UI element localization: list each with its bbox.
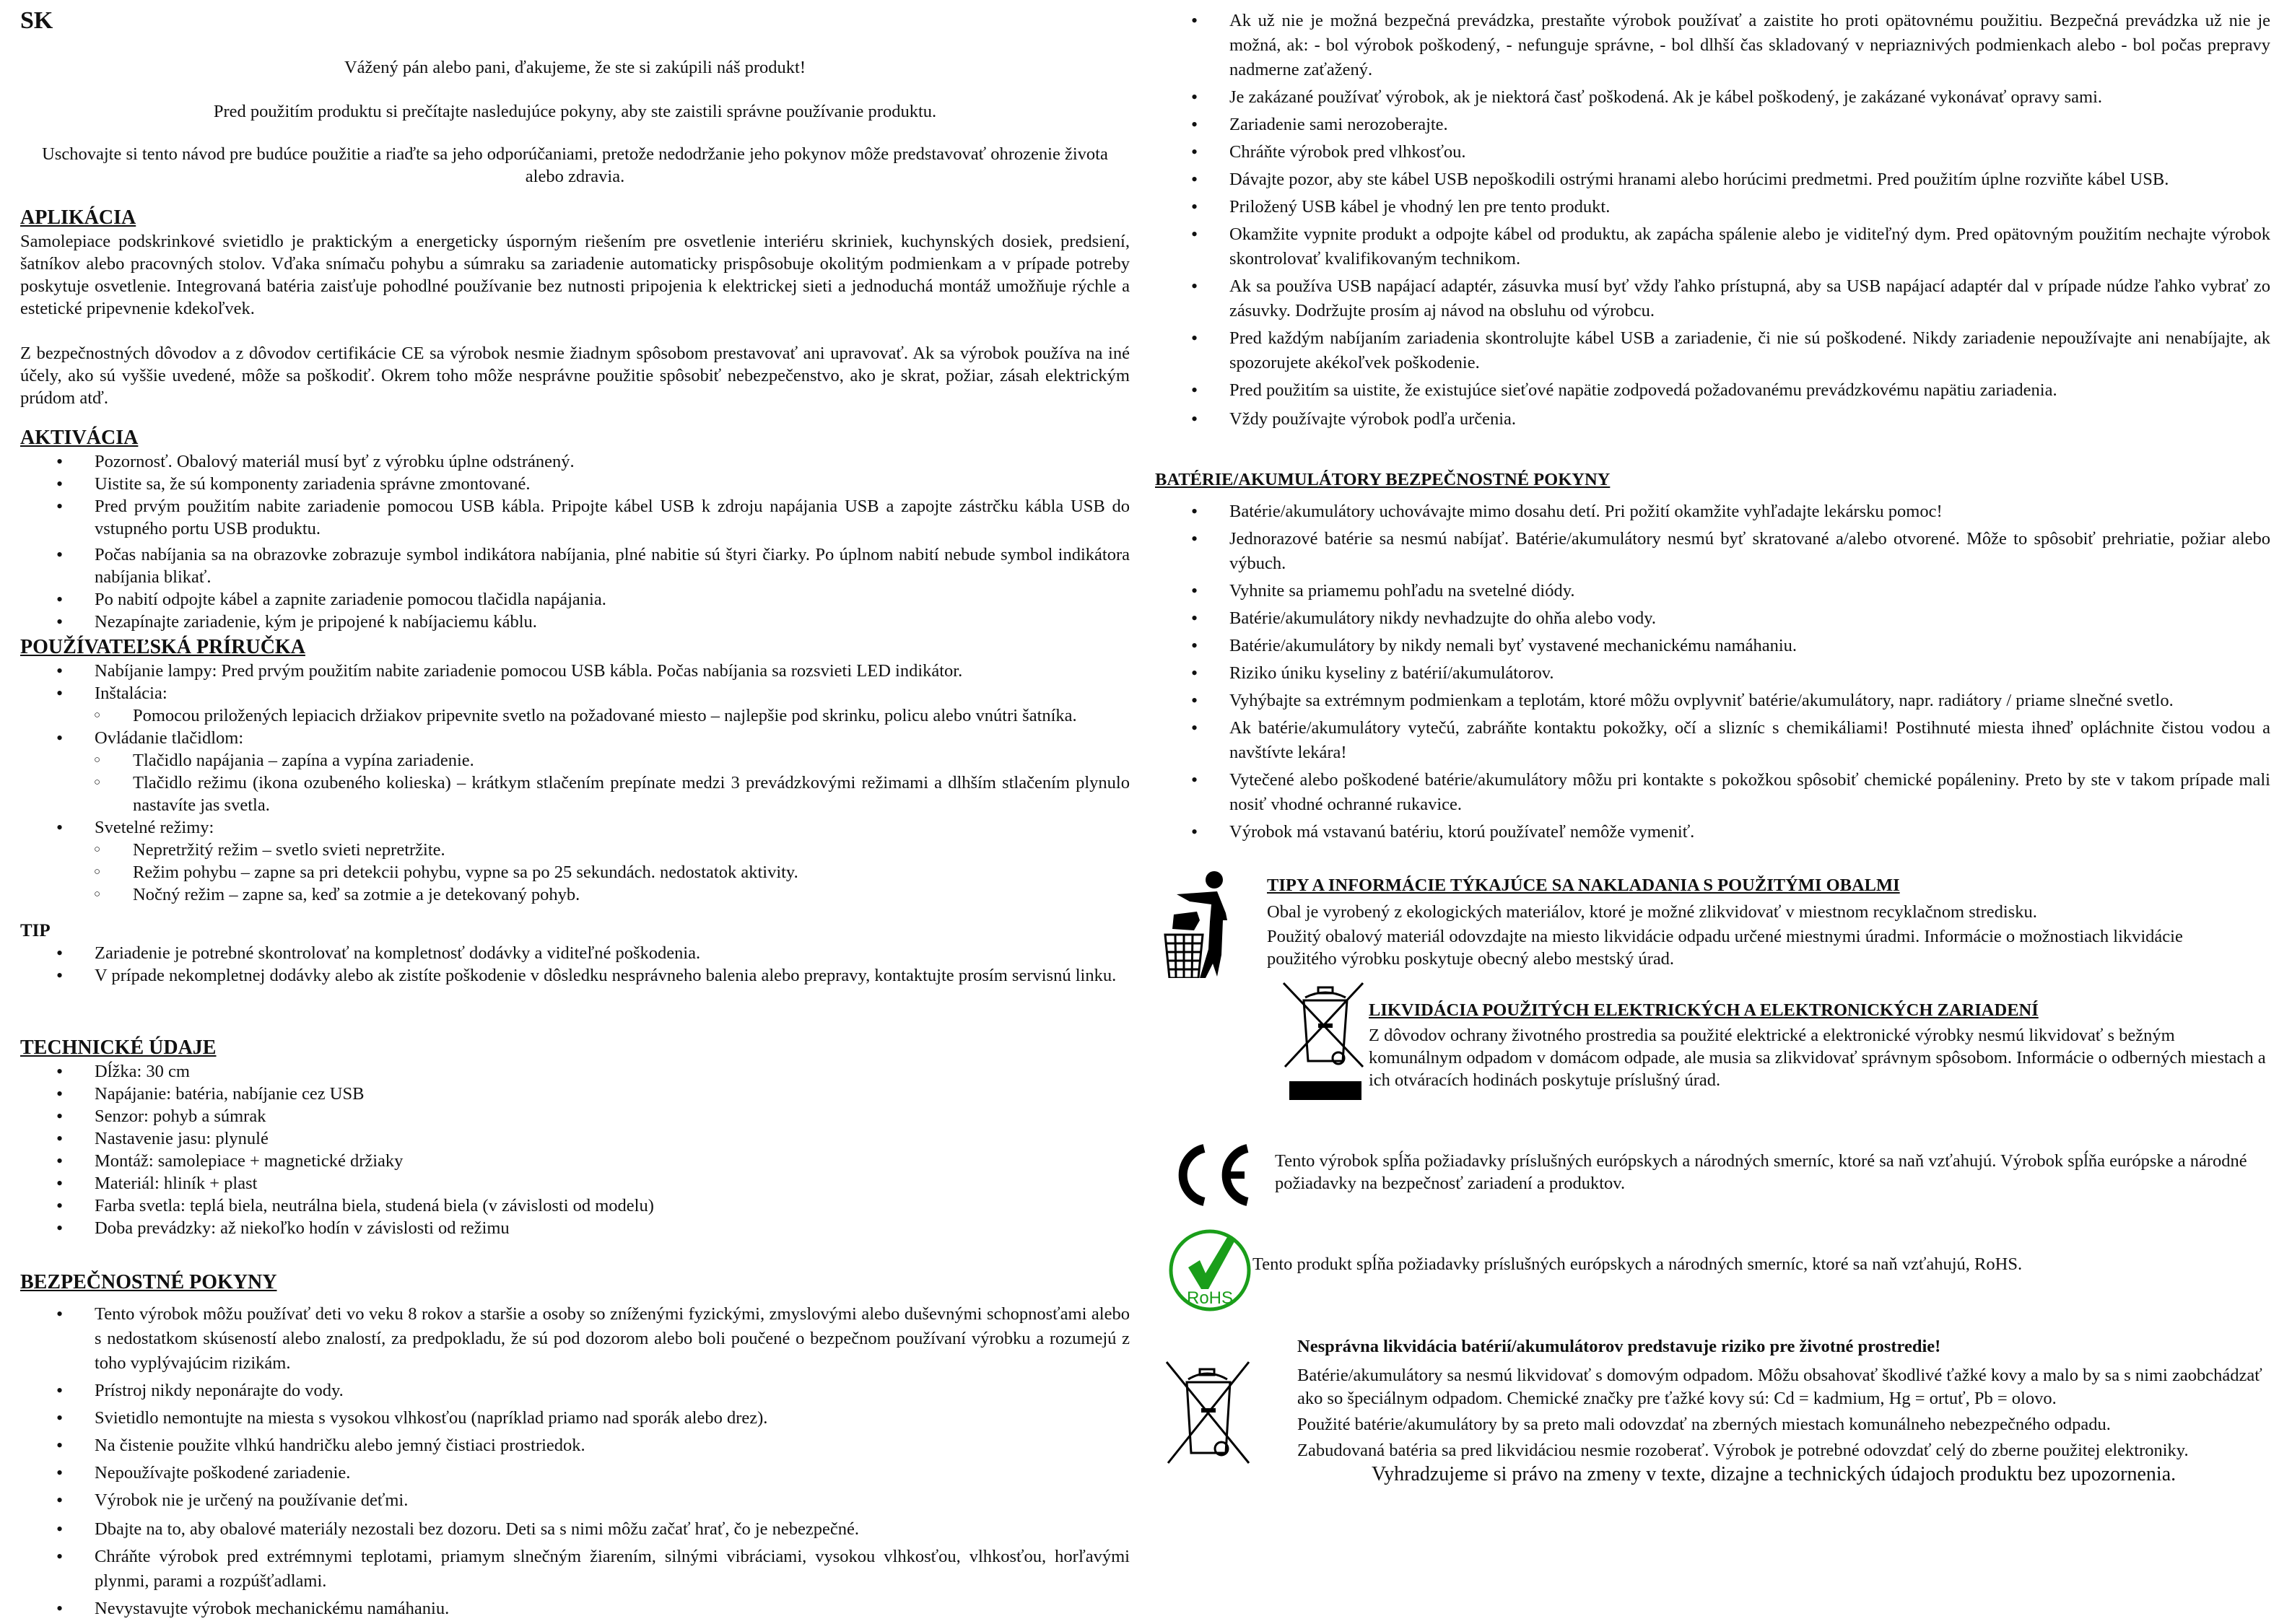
- list-item: • Dbajte na to, aby obalové materiály nezostali bez dozoru. Deti sa s nimi môžu začať hrať, čo je nebezpečné.: [20, 1517, 1130, 1542]
- list-item: • Tento výrobok môžu používať deti vo veku 8 rokov a staršie a osoby so zníženými fyzickými, zmyslovými alebo duševnými schopnosťami alebo s nedostatkom skúseností alebo znalostí, za predpokladu, že sú pod dozorom alebo boli poučené o bezpečnom používaní výrobku a rozumejú z toho vyplývajúcim rizikám.: [20, 1302, 1130, 1376]
- spec-item: • Materiál: hliník + plast: [20, 1172, 1130, 1195]
- section-bezpecnostne: [20, 1270, 1130, 1624]
- technicke-list: [20, 1060, 1130, 1239]
- tidy-man-trash-icon: [1161, 870, 1240, 978]
- list-item: • Pred každým nabíjaním zariadenia skontrolujte kábel USB a zariadenie, či nie sú poškodené. Nikdy zariadenie nepoužívajte ani nenabíjajte, ak spozorujete akékoľvek poškodenie.: [1155, 326, 2270, 375]
- obaly-paragraph-1: Obal je vyrobený z ekologických materiálov, ktoré je možné zlikvidovať v miestnom recyklačnom stredisku.: [1267, 902, 2037, 922]
- modes-label: Svetelné režimy:: [95, 818, 214, 837]
- battery-disposal-paragraph-1: Batérie/akumulátory sa nesmú likvidovať s domovým odpadom. Môžu obsahovať škodlivé ťažké kovy a malo by sa s nimi zaobchádzať ako so špeciálnym odpadom. Chemické značky pre ťažké kovy sú: Cd = kadmium, Hg = ortuť, Pb = olovo.: [1297, 1366, 2262, 1408]
- control-label: Ovládanie tlačidlom:: [95, 728, 244, 748]
- list-item: • Riziko úniku kyseliny z batérií/akumulátorov.: [1155, 661, 2270, 686]
- bezpecnostne-continued: [1155, 9, 2270, 435]
- rohs-check-icon: [1168, 1228, 1252, 1312]
- battery-disposal-paragraph-2: Použité batérie/akumulátory by sa preto mali odovzdať na zberných miestach komunálneho nebezpečného odpadu.: [1297, 1415, 2111, 1434]
- list-item: • Počas nabíjania sa na obrazovke zobrazuje symbol indikátora nabíjania, plné nabitie sú štyri čiarky. Po úplnom nabití nebude symbol indikátora nabíjania blikať.: [20, 543, 1130, 588]
- list-item: • Po nabití odpojte kábel a zapnite zariadenie pomocou tlačidla napájania.: [20, 588, 1130, 611]
- spec-item: • Farba svetla: teplá biela, neutrálna biela, studená biela (v závislosti od modelu): [20, 1195, 1130, 1217]
- prirucka-list-modes: [20, 816, 1130, 839]
- list-item: • Pred prvým použitím nabite zariadenie pomocou USB kábla. Pripojte kábel USB k zdroju napájania USB a zapojte zástrčku kábla USB do vstupného portu USB produktu.: [20, 495, 1130, 540]
- obaly-paragraph-2: Použitý obalový materiál odovzdajte na miesto likvidácie odpadu určené miestnymi úradmi. Informácie o možnostiach likvidácie použitého výrobku poskytuje obecný alebo mestský úrad.: [1267, 927, 2183, 969]
- aktivacia-list: [20, 450, 1130, 633]
- list-item: • Svietidlo nemontujte na miesta s vysokou vlhkosťou (napríklad priamo nad sporák alebo drez).: [20, 1406, 1130, 1431]
- intro-keep-manual: Uschovajte si tento návod pre budúce použitie a riaďte sa jeho odporúčaniami, pretože nedodržanie jeho pokynov môže predstavovať ohrozenie života alebo zdravia.: [42, 144, 1108, 186]
- baterie-title: BATÉRIE/AKUMULÁTORY BEZPEČNOSTNÉ POKYNY: [1155, 470, 1611, 489]
- install-sublist: [20, 704, 1130, 727]
- list-item: • Priložený USB kábel je vhodný len pre tento produkt.: [1155, 195, 2270, 219]
- bezpecnostne-list-left: [20, 1302, 1130, 1621]
- spec-item: • Napájanie: batéria, nabíjanie cez USB: [20, 1083, 1130, 1105]
- aplikacia-paragraph-2: Z bezpečnostných dôvodov a z dôvodov certifikácie CE sa výrobok nesmie žiadnym spôsobom prestavovať ani upravovať. Ak sa výrobok používa na iné účely, ako sú vyššie uvedené, môže sa poškodiť. Okrem toho môže nesprávne použitie spôsobiť nebezpečenstvo, ako je skrat, požiar, zásah elektrickým prúdom atď.: [20, 344, 1130, 408]
- list-item: [20, 727, 1130, 749]
- section-aktivacia: [20, 426, 1130, 633]
- list-item: • Dávajte pozor, aby ste kábel USB nepoškodili ostrými hranami alebo horúcimi predmetmi. Pred použitím úplne rozviňte kábel USB.: [1155, 167, 2270, 192]
- tip-list: [20, 942, 1130, 987]
- list-item: • Pozornosť. Obalový materiál musí byť z výrobku úplne odstránený.: [20, 450, 1130, 473]
- crossed-bin-icon: [1282, 982, 1369, 1104]
- list-item: • Nezapínajte zariadenie, kým je pripojené k nabíjaciemu káblu.: [20, 611, 1130, 633]
- list-item: • Vyhnite sa priamemu pohľadu na svetelné diódy.: [1155, 579, 2270, 603]
- tip-title: TIP: [20, 921, 51, 940]
- sub-list-item: ○ Nepretržitý režim – svetlo svieti nepretržite.: [20, 839, 1130, 861]
- list-item: • Ak už nie je možná bezpečná prevádzka, prestaňte výrobok používať a zaistite ho proti opätovnému použitiu. Bezpečná prevádzka už nie je možná, ak: - bol výrobok poškodený, - nefunguje správne, - bol dlhší čas skladovaný v nepriaznivých podmienkach alebo - bol počas prepravy nadmerne zaťažený.: [1155, 9, 2270, 82]
- bezpecnostne-list-right: [1155, 9, 2270, 432]
- prirucka-list-control: [20, 727, 1130, 749]
- section-aplikacia: [20, 206, 1130, 409]
- language-code: SK: [20, 7, 53, 34]
- list-item: • Zariadenie sami nerozoberajte.: [1155, 113, 2270, 137]
- sub-list-item: ○ Režim pohybu – zapne sa pri detekcii pohybu, vypne sa po 25 sekundách. nedostatok aktivity.: [20, 861, 1130, 883]
- rohs-mark-text: RoHS: [1186, 1288, 1234, 1308]
- list-item: • Jednorazové batérie sa nesmú nabíjať. Batérie/akumulátory nesmú byť skratované a/alebo otvorené. Môže to spôsobiť prehriatie, požiar alebo výbuch.: [1155, 527, 2270, 576]
- list-item: • Výrobok má vstavanú batériu, ktorú používateľ nemôže vymeniť.: [1155, 820, 2270, 844]
- list-item: • Je zakázané používať výrobok, ak je niektorá časť poškodená. Ak je kábel poškodený, je zakázané vykonávať opravy sami.: [1155, 85, 2270, 110]
- sub-list-item: ○ Nočný režim – zapne sa, keď sa zotmie a je detekovaný pohyb.: [20, 883, 1130, 906]
- list-item: • Ak sa používa USB napájací adaptér, zásuvka musí byť vždy ľahko prístupná, aby sa USB napájací adaptér dal v prípade núdze ľahko vybrať zo zásuvky. Dodržujte prosím aj návod na obsluhu od výrobcu.: [1155, 274, 2270, 323]
- install-label: Inštalácia:: [95, 684, 167, 703]
- prirucka-title: POUŽÍVATEĽSKÁ PRÍRUČKA: [20, 636, 305, 658]
- sub-list-item: ○ Pomocou priložených lepiacich držiakov pripevnite svetlo na požadované miesto – najlepšie pod skrinku, policu alebo vnútri šatníka.: [20, 704, 1130, 727]
- aplikacia-title: APLIKÁCIA: [20, 206, 136, 229]
- aplikacia-paragraph-1: Samolepiace podskrinkové svietidlo je praktickým a energeticky úsporným riešením pre osvetlenie interiéru skriniek, kuchynských dosiek, predsiení, šatníkov alebo pracovných stolov. Vďaka snímaču pohybu a súmraku sa zariadenie automaticky prispôsobuje okolitým podmienkam a v prípade potreby poskytuje osvetlenie. Integrovaná batéria zaisťuje pohodlné používanie bez nutnosti pripojenia k elektrickej sieti a jednoduchá montáž umožňuje rýchle a estetické pripevnenie kdekoľvek.: [20, 232, 1130, 318]
- sub-list-item: ○ Tlačidlo režimu (ikona ozubeného kolieska) – krátkym stlačením prepínate medzi 3 prevádzkovými režimami a dlhším stlačením plynulo nastavíte jas svetla.: [20, 772, 1130, 816]
- spec-item: • Montáž: samolepiace + magnetické držiaky: [20, 1150, 1130, 1172]
- list-item: • Výrobok nie je určený na používanie deťmi.: [20, 1488, 1130, 1513]
- list-item: • Ak batérie/akumulátory vytečú, zabráňte kontaktu pokožky, očí a slizníc s chemikáliami! Postihnuté miesta ihneď opláchnite čistou vodou a navštívte lekára!: [1155, 716, 2270, 765]
- intro-read-before: Pred použitím produktu si prečítajte nasledujúce pokyny, aby ste zaistili správne používanie produktu.: [213, 102, 937, 121]
- disclaimer: Vyhradzujeme si právo na zmeny v texte, dizajne a technických údajoch produktu bez upozornenia.: [1372, 1463, 2176, 1485]
- intro: [20, 56, 1130, 188]
- bezpecnostne-title: BEZPEČNOSTNÉ POKYNY: [20, 1271, 277, 1293]
- list-item: • Batérie/akumulátory by nikdy nemali byť vystavené mechanickému namáhaniu.: [1155, 634, 2270, 658]
- list-item: • Prístroj nikdy neponárajte do vody.: [20, 1379, 1130, 1403]
- section-technicke: [20, 1036, 1130, 1239]
- list-item: • Pred použitím sa uistite, že existujúce sieťové napätie zodpovedá požadovanému prevádzkovému napätiu zariadenia.: [1155, 378, 2270, 403]
- section-battery-disposal: [1297, 1335, 2268, 1462]
- battery-crossed-bin-icon: [1161, 1361, 1255, 1476]
- list-item: • Batérie/akumulátory nikdy nevhadzujte do ohňa alebo vody.: [1155, 606, 2270, 631]
- spec-item: • Dĺžka: 30 cm: [20, 1060, 1130, 1083]
- ce-text: Tento výrobok spĺňa požiadavky príslušných európskych a národných smerníc, ktoré sa naň vzťahujú. Výrobok spĺňa európske a národné požiadavky na bezpečnosť zariadení a produktov.: [1275, 1151, 2247, 1193]
- intro-greeting: Vážený pán alebo pani, ďakujeme, že ste si zakúpili náš produkt!: [344, 58, 806, 77]
- list-item: [20, 816, 1130, 839]
- list-item: • Vytečené alebo poškodené batérie/akumulátory môžu pri kontakte s pokožkou spôsobiť chemické popáleniny. Preto by ste v takom prípade mali nosiť vhodné ochranné rukavice.: [1155, 768, 2270, 817]
- list-item: [20, 682, 1130, 704]
- prirucka-list: [20, 660, 1130, 704]
- weee-paragraph: Z dôvodov ochrany životného prostredia sa použité elektrické a elektronické výrobky nesmú likvidovať s bežným komunálnym odpadom v domácom odpade, ale musia sa zlikvidovať správnym spôsobom. Informácie o odberných miestach a ich otváracích hodinách poskytuje príslušný úrad.: [1369, 1026, 2266, 1090]
- spec-item: • Senzor: pohyb a súmrak: [20, 1105, 1130, 1127]
- section-tip: [20, 920, 1130, 987]
- list-item: • Nevystavujte výrobok mechanickému namáhaniu.: [20, 1597, 1130, 1621]
- section-prirucka: [20, 635, 1130, 906]
- ce-mark-icon: [1169, 1143, 1271, 1208]
- battery-disposal-paragraph-3: Zabudovaná batéria sa pred likvidáciou nesmie rozoberať. Výrobok je potrebné odovzdať celý do zberne použitej elektroniky.: [1297, 1441, 2189, 1460]
- technicke-title: TECHNICKÉ ÚDAJE: [20, 1036, 217, 1059]
- baterie-list: [1155, 499, 2270, 844]
- aktivacia-title: AKTIVÁCIA: [20, 427, 139, 449]
- list-item: • Vždy používajte výrobok podľa určenia.: [1155, 407, 2270, 432]
- list-item: • Nepoužívajte poškodené zariadenie.: [20, 1461, 1130, 1485]
- list-item: • Na čistenie použite vlhkú handričku alebo jemný čistiaci prostriedok.: [20, 1433, 1130, 1458]
- section-baterie: [1155, 469, 2270, 847]
- list-item: • Nabíjanie lampy: Pred prvým použitím nabite zariadenie pomocou USB kábla. Počas nabíjania sa rozsvieti LED indikátor.: [20, 660, 1130, 682]
- list-item: • Chráňte výrobok pred vlhkosťou.: [1155, 140, 2270, 165]
- rohs-text: Tento produkt spĺňa požiadavky príslušných európskych a národných smerníc, ktoré sa naň vzťahujú, RoHS.: [1252, 1254, 2023, 1274]
- list-item: • Batérie/akumulátory uchovávajte mimo dosahu detí. Pri požití okamžite vyhľadajte lekársku pomoc!: [1155, 499, 2270, 524]
- sub-list-item: ○ Tlačidlo napájania – zapína a vypína zariadenie.: [20, 749, 1130, 772]
- control-sublist: [20, 749, 1130, 816]
- modes-sublist: [20, 839, 1130, 906]
- list-item: • Uistite sa, že sú komponenty zariadenia správne zmontované.: [20, 473, 1130, 495]
- list-item: • V prípade nekompletnej dodávky alebo ak zistíte poškodenie v dôsledku nesprávneho balenia alebo prepravy, kontaktujte prosím servisnú linku.: [20, 964, 1130, 987]
- list-item: • Chráňte výrobok pred extrémnymi teplotami, priamym slnečným žiarením, silnými vibráciami, vysokou vlhkosťou, vlhkosťou, horľavými plynmi, parami a rozpúšťadlami.: [20, 1545, 1130, 1594]
- spec-item: • Nastavenie jasu: plynulé: [20, 1127, 1130, 1150]
- weee-title: LIKVIDÁCIA POUŽITÝCH ELEKTRICKÝCH A ELEKTRONICKÝCH ZARIADENÍ: [1369, 1000, 2039, 1020]
- section-weee: [1369, 1000, 2267, 1091]
- obaly-title: TIPY A INFORMÁCIE TÝKAJÚCE SA NAKLADANIA S POUŽITÝMI OBALMI: [1267, 876, 1900, 895]
- list-item: • Vyhýbajte sa extrémnym podmienkam a teplotám, ktoré môžu ovplyvniť batérie/akumulátory, napr. radiátory / priame slnečné svetlo.: [1155, 689, 2270, 713]
- list-item: • Okamžite vypnite produkt a odpojte kábel od produktu, ak zapácha spálenie alebo je viditeľný dym. Pred opätovným použitím nechajte výrobok skontrolovať kvalifikovaným technikom.: [1155, 222, 2270, 271]
- section-obaly: [1267, 875, 2270, 970]
- battery-disposal-title: Nesprávna likvidácia batérií/akumulátorov predstavuje riziko pre životné prostredie!: [1297, 1337, 1941, 1356]
- list-item: • Zariadenie je potrebné skontrolovať na kompletnosť dodávky a viditeľné poškodenia.: [20, 942, 1130, 964]
- spec-item: • Doba prevádzky: až niekoľko hodín v závislosti od režimu: [20, 1217, 1130, 1239]
